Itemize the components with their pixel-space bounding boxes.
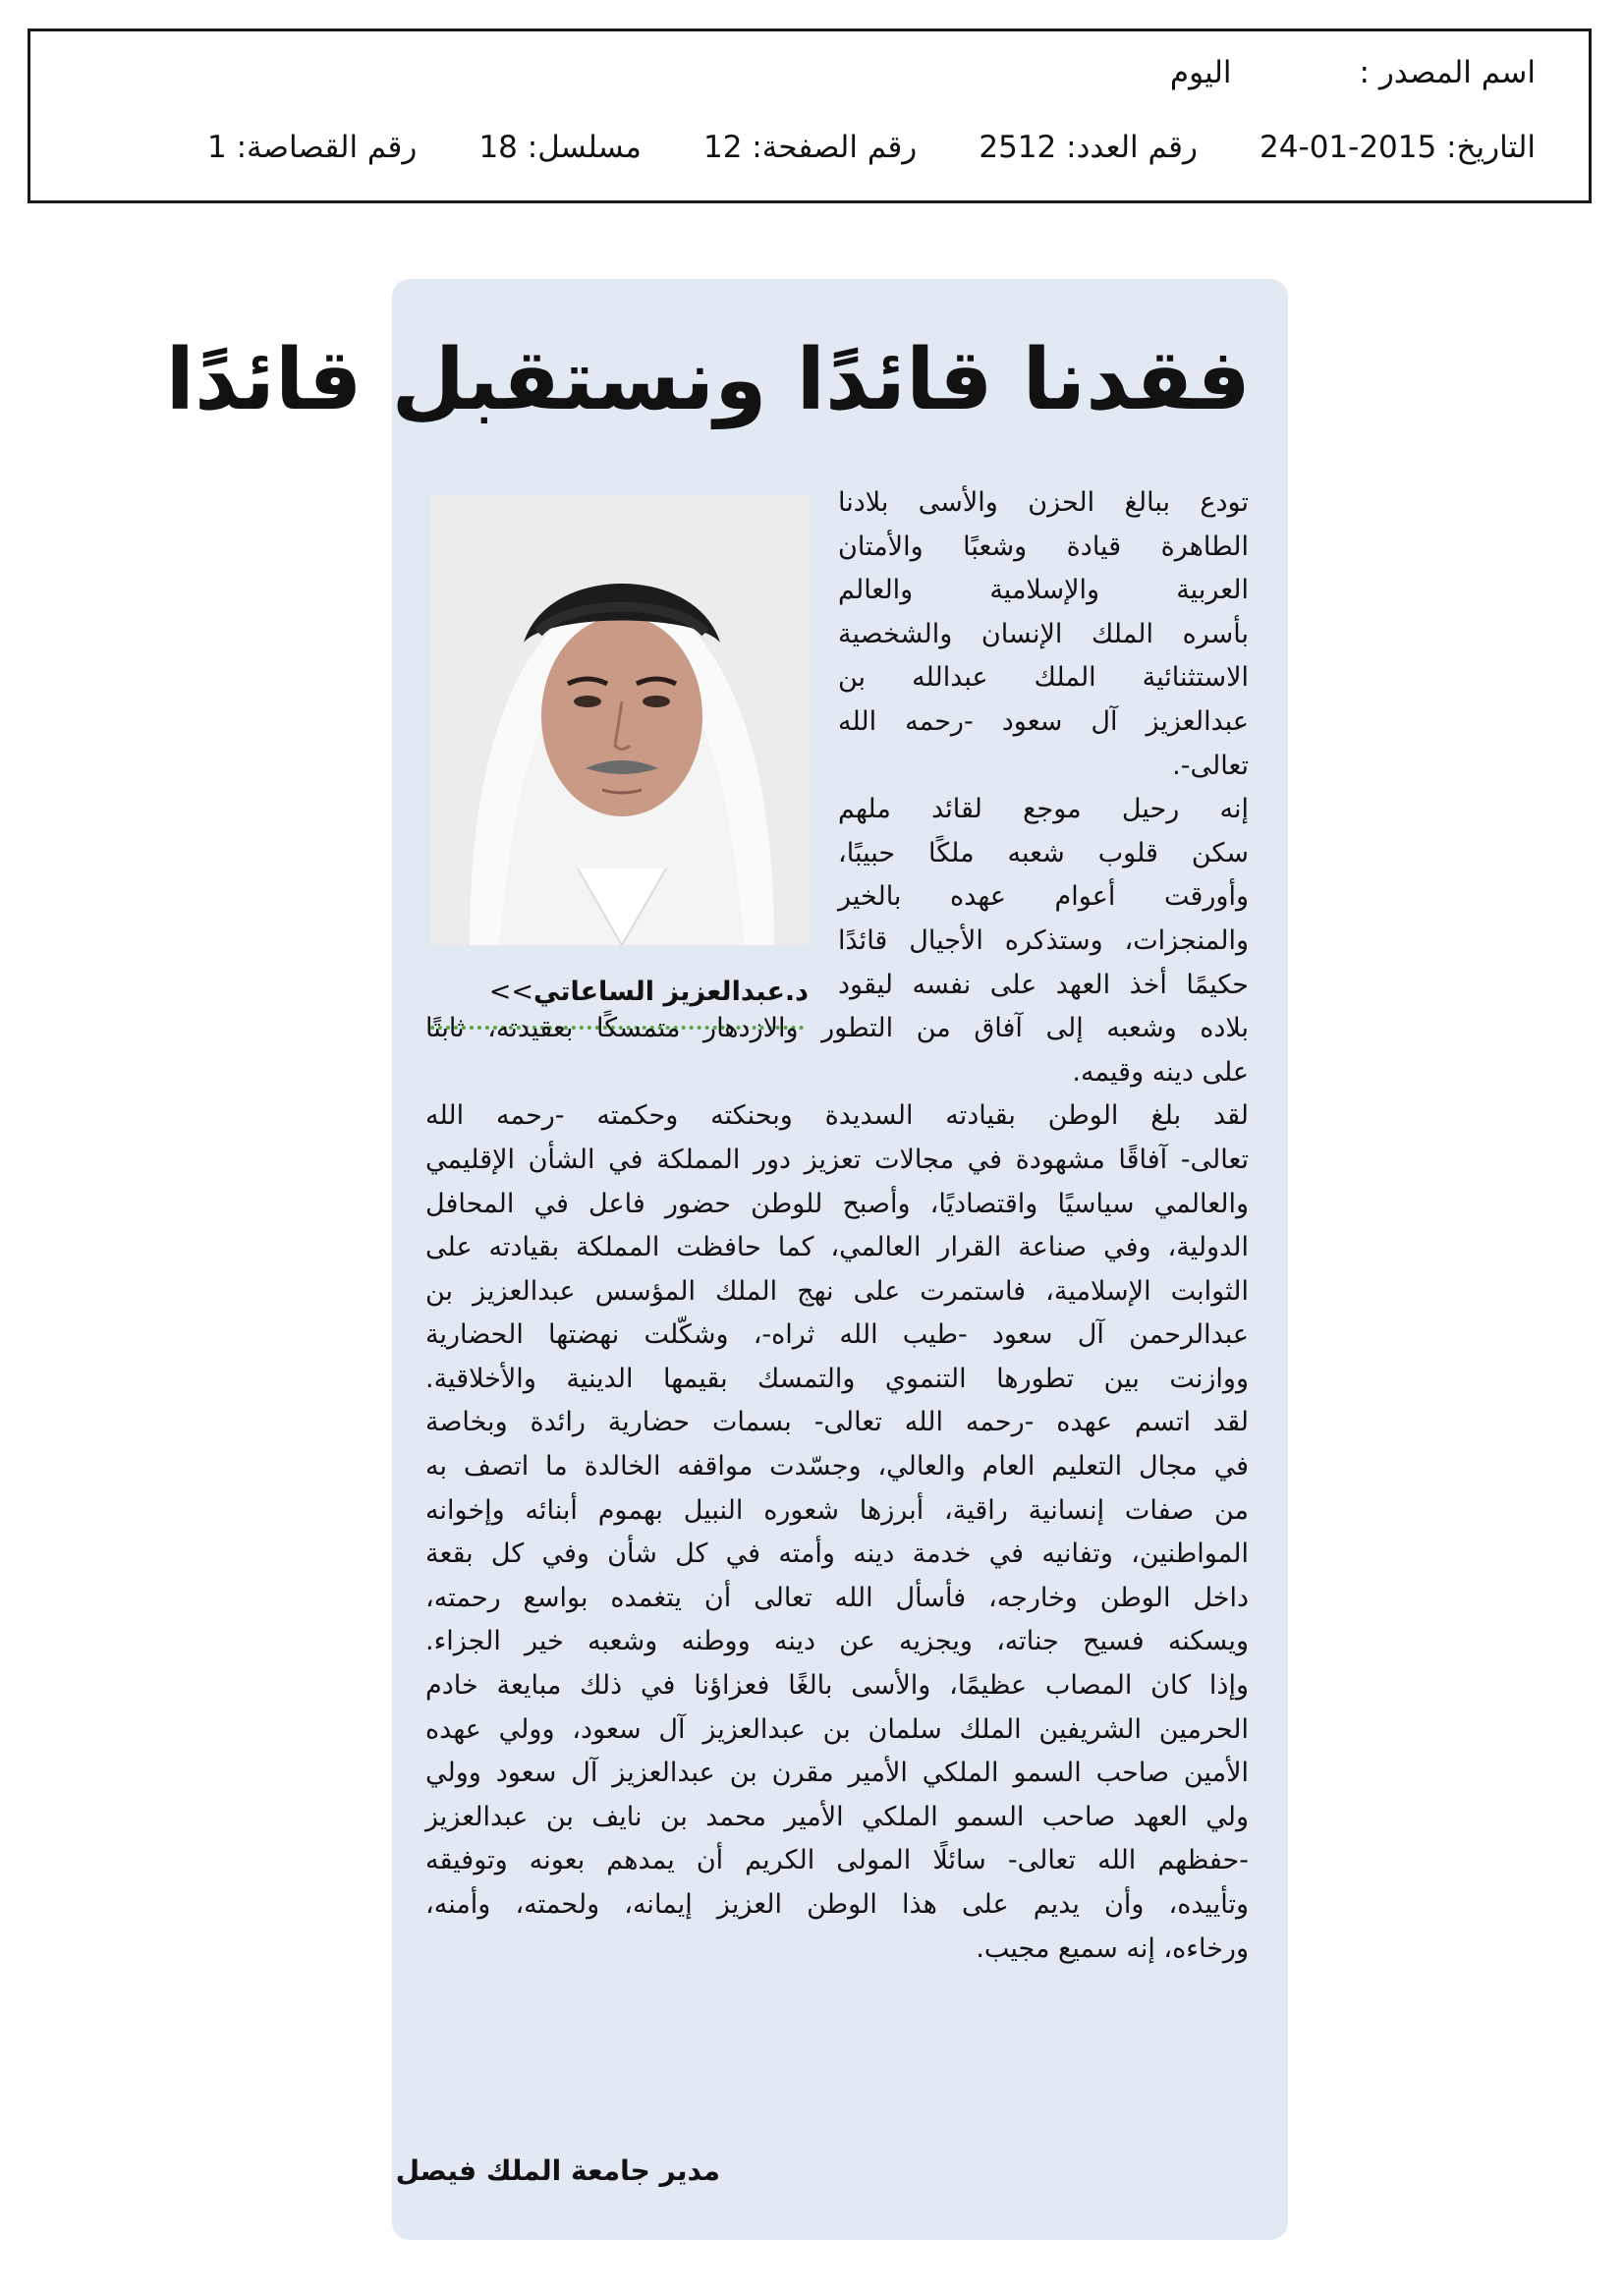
page-number-field: رقم الصفحة: 12	[702, 130, 918, 165]
article-headline: فقدنا قائدًا ونستقبل قائدًا	[165, 331, 1251, 429]
body-line: بأسره الملك الإنسان والشخصية	[838, 618, 1249, 649]
date-field: التاريخ: 2015-01-24	[1260, 130, 1536, 165]
body-line: بلاده وشعبه إلى آفاق من التطور والازدهار متمسكًا بعقيدته، ثابتًا	[425, 1013, 1249, 1044]
body-line: ولي العهد صاحب السمو الملكي الأمير محمد بن نايف بن عبدالعزيز	[425, 1801, 1249, 1832]
body-line: -حفظهم الله تعالى- سائلًا المولى الكريم أن يمدهم بعونه وتوفيقه	[425, 1845, 1249, 1876]
body-line: والعالمي سياسيًا واقتصاديًا، وأصبح للوطن حضور فاعل في المحافل	[425, 1188, 1249, 1219]
body-line: ووازنت بين تطورها التنموي والتمسك بقيمها الدينية والأخلاقية.	[425, 1363, 1249, 1394]
article-panel	[165, 279, 1288, 2240]
body-line: المواطنين، وتفانيه في خدمة دينه وأمته في كل شأن وفي كل بقعة	[425, 1539, 1249, 1570]
body-line: والمنجزات، وستذكره الأجيال قائدًا	[838, 924, 1249, 956]
meta-row	[207, 128, 1536, 167]
source-value: اليوم	[1169, 55, 1232, 90]
body-line: حكيمًا أخذ العهد على نفسه ليقود	[838, 969, 1249, 1000]
body-line: وإذا كان المصاب عظيمًا، والأسى بالغًا فعزاؤنا في ذلك مبايعة خادم	[425, 1670, 1249, 1702]
source-label: اسم المصدر :	[1359, 55, 1536, 90]
body-line: وتأييده، وأن يديم على هذا الوطن العزيز إيمانه، ولحمته، وأمنه،	[425, 1889, 1249, 1920]
body-line: تودع ببالغ الحزن والأسى بلادنا	[838, 487, 1249, 518]
body-line: على دينه وقيمه.	[1072, 1056, 1249, 1088]
chevron-left-icon: >>	[488, 977, 534, 1007]
body-line: الثوابت الإسلامية، فاستمرت على نهج الملك المؤسس عبدالعزيز بن	[425, 1275, 1249, 1307]
body-line: تعالى-.	[1172, 750, 1249, 781]
body-line: من صفات إنسانية راقية، أبرزها شعوره النبيل بهموم أبنائه وإخوانه	[425, 1494, 1249, 1526]
body-line: في مجال التعليم العام والعالي، وجسّدت مواقفه الخالدة ما اتصف به	[425, 1451, 1249, 1483]
body-line: سكن قلوب شعبه ملكًا حبيبًا،	[838, 837, 1249, 868]
serial-field: مسلسل: 18	[478, 130, 642, 165]
body-line: لقد اتسم عهده -رحمه الله تعالى- بسمات حضارية رائدة وبخاصة	[425, 1407, 1249, 1438]
clip-number-field: رقم القصاصة: 1	[207, 130, 418, 165]
author-title: مدير جامعة الملك فيصل	[395, 2154, 720, 2187]
body-line: الدولية، وفي صناعة القرار العالمي، كما حافظت المملكة بقيادته على	[425, 1232, 1249, 1263]
body-line: الاستثنائية الملك عبدالله بن	[838, 662, 1249, 694]
body-line: عبدالعزيز آل سعود -رحمه الله	[838, 705, 1249, 737]
issue-number-field: رقم العدد: 2512	[979, 130, 1198, 165]
body-line: الحرمين الشريفين الملك سلمان بن عبدالعزيز آل سعود، وولي عهده	[425, 1713, 1249, 1745]
body-line: ورخاءه، إنه سميع مجيب.	[976, 1932, 1249, 1964]
body-line: العربية والإسلامية والعالم	[838, 575, 1249, 606]
body-line: تعالى- آفاقًا مشهودة في مجالات تعزيز دور المملكة في الشأن الإقليمي	[425, 1144, 1249, 1175]
body-line: الطاهرة قيادة وشعبًا والأمتان	[838, 531, 1249, 562]
clipping-header	[28, 28, 1592, 203]
article-body	[425, 481, 1249, 1971]
body-line: عبدالرحمن آل سعود -طيب الله ثراه-، وشكّلت نهضتها الحضارية	[425, 1319, 1249, 1351]
author-name: د.عبدالعزيز الساعاتي	[533, 977, 809, 1007]
body-line: داخل الوطن وخارجه، فأسأل الله تعالى أن يتغمده بواسع رحمته،	[425, 1582, 1249, 1613]
body-line: الأمين صاحب السمو الملكي الأمير مقرن بن عبدالعزيز آل سعود وولي	[425, 1758, 1249, 1789]
body-line: وأورقت أعوام عهده بالخير	[838, 881, 1249, 913]
body-line: إنه رحيل موجع لقائد ملهم	[838, 794, 1249, 825]
source-row	[1170, 53, 1536, 92]
body-line: ويسكنه فسيح جناته، ويجزيه عن دينه ووطنه وشعبه خير الجزاء.	[425, 1626, 1249, 1657]
body-line: لقد بلغ الوطن بقيادته السديدة وبحنكته وحكمته -رحمه الله	[425, 1100, 1249, 1132]
